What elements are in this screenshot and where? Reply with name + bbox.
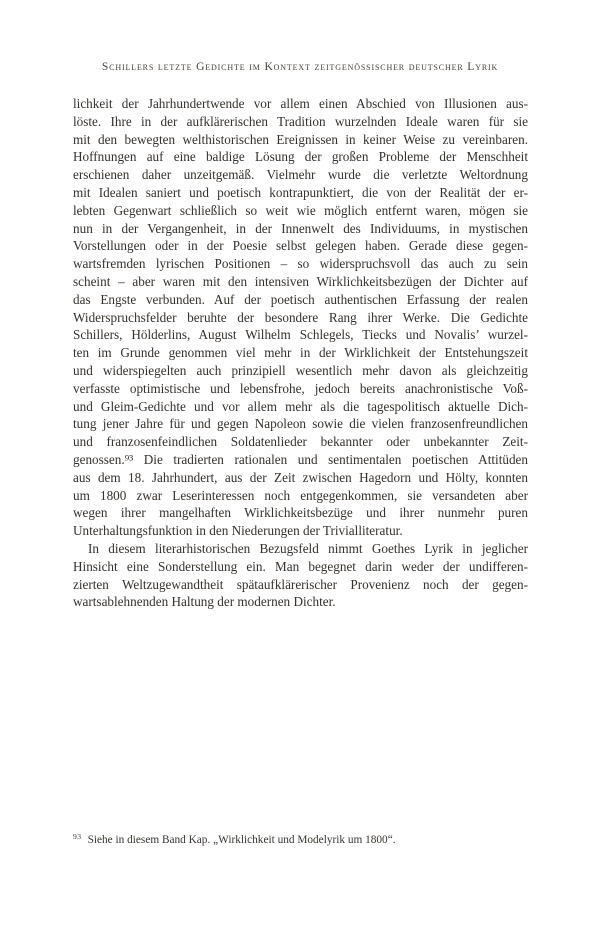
- footnote: [73, 830, 543, 847]
- text-line: löste. Ihre in der aufklärerischen Tradition wurzelnden Ideale waren für sie: [73, 113, 528, 129]
- text-line: lichkeit der Jahrhundertwende vor allem einen Abschied von Illusionen aus-: [73, 96, 528, 111]
- text-line: und franzosenfeindlichen Soldatenlieder bekannter oder unbekannter Zeit-: [73, 434, 528, 450]
- body-text: [73, 95, 528, 611]
- text-line: mit Idealen saniert und poetisch kontrapunktiert, die von der Realität der er-: [73, 184, 528, 200]
- text-line: und Gleim-Gedichte und vor allem mehr als die tagespolitisch aktuelle Dich-: [73, 398, 528, 414]
- text-line: erschienen daher unzeitgemäß. Vielmehr wurde die verletzte Weltordnung: [73, 167, 528, 183]
- text-line: wegen ihrer mangelhaften Wirklichkeitsbezüge und ihrer nunmehr puren: [73, 505, 528, 521]
- paragraph: [73, 540, 528, 611]
- text-line: zierten Weltzugewandtheit spätaufklärerischer Provenienz noch der gegen-: [73, 576, 528, 592]
- text-line: nun in der Vergangenheit, in der Innenwelt des Individuums, in mystischen: [73, 220, 528, 236]
- text-line: um 1800 zwar Leserinteressen noch entgegenkommen, sie versandeten aber: [73, 487, 528, 503]
- paragraph: [73, 95, 528, 540]
- text-line: Unterhaltungsfunktion in den Niederungen der Trivialliteratur.: [73, 523, 403, 539]
- text-line: scheint – aber waren mit den intensiven Wirklichkeitsbezügen der Dichter auf: [73, 273, 528, 289]
- text-line: das Engste verbunden. Auf der poetisch authentischen Erfassung der realen: [73, 291, 528, 307]
- text-line: Vorstellungen oder in der Poesie selbst gelegen haben. Gerade diese gegen-: [73, 238, 528, 254]
- footnote-text: Siehe in diesem Band Kap. „Wirklichkeit und Modelyrik um 1800“.: [87, 834, 396, 846]
- running-header: Schillers letzte Gedichte im Kontext zeitgenössischer deutscher Lyrik: [101, 60, 499, 73]
- text-line: Widerspruchsfelder beruhte der besondere Rang ihrer Werke. Die Gedichte: [73, 309, 528, 325]
- text-line: verfasste optimistische und lebensfrohe, jedoch bereits anachronistische Voß-: [73, 380, 528, 396]
- text-line: tung jener Jahre für und gegen Napoleon sowie die vielen franzosenfreundlichen: [73, 416, 528, 432]
- text-line: genossen.⁹³ Die tradierten rationalen und sentimentalen poetischen Attitüden: [73, 451, 528, 467]
- text-line: Schillers, Hölderlins, August Wilhelm Schlegels, Tiecks und Novalis’ wurzel-: [73, 327, 528, 343]
- text-line: aus dem 18. Jahrhundert, aus der Zeit zwischen Hagedorn und Hölty, konnten: [73, 469, 528, 485]
- text-line: Hinsicht eine Sonderstellung ein. Man begegnet darin weder der undifferen-: [73, 558, 528, 574]
- text-line: wartsablehnenden Haltung der modernen Dichter.: [73, 594, 336, 610]
- text-line: wartsfremden lyrischen Positionen – so widerspruchsvoll das auch zu sein: [73, 256, 528, 272]
- text-line: Hoffnungen auf eine baldige Lösung der großen Probleme der Menschheit: [73, 149, 528, 165]
- footnote-marker: 93: [73, 832, 82, 841]
- text-line: In diesem literarhistorischen Bezugsfeld nimmt Goethes Lyrik in jeglicher: [88, 540, 528, 556]
- text-line: ten im Grunde genommen viel mehr in der Wirklichkeit der Entstehungszeit: [73, 345, 528, 361]
- text-line: und widerspiegelten auch prinzipiell wesentlich mehr davon als gleichzeitig: [73, 362, 528, 378]
- text-line: mit den bewegten welthistorischen Ereignissen in keiner Weise zu vereinbaren.: [73, 131, 528, 147]
- text-line: lebten Gegenwart schließlich so weit wie möglich entfernt waren, mögen sie: [73, 202, 528, 218]
